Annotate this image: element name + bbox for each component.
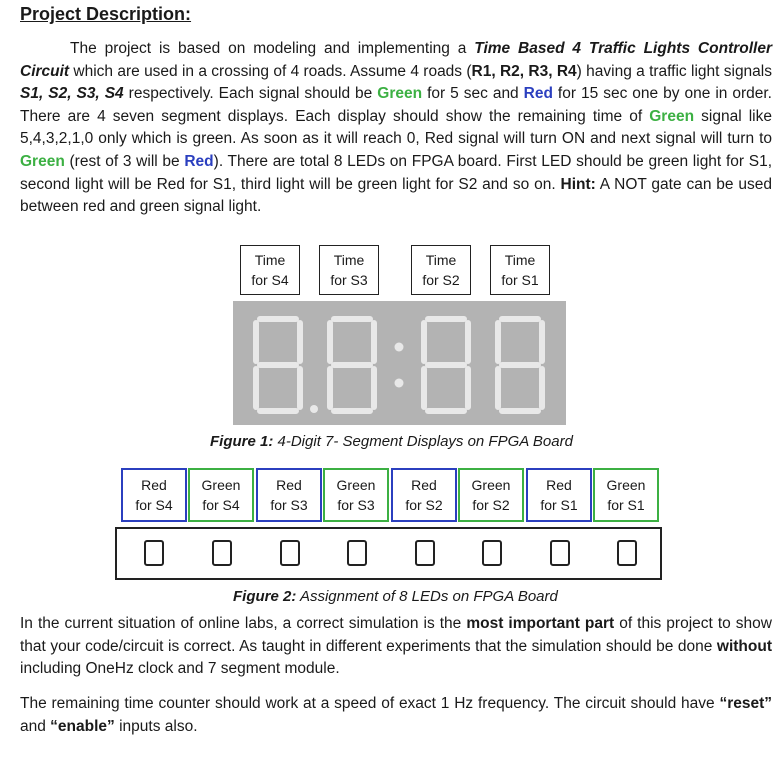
- led-2: [212, 540, 232, 566]
- text-run: which are used in a crossing of 4 roads. Assume 4 roads (: [69, 62, 472, 80]
- page-title: Project Description:: [20, 4, 192, 24]
- enable-input-label: “enable”: [50, 717, 115, 735]
- figure-text: Assignment of 8 LEDs on FPGA Board: [296, 588, 558, 605]
- led-label-color: Green: [471, 477, 511, 493]
- led-label-color: Red: [141, 477, 167, 493]
- seven-segment-display: [233, 301, 566, 425]
- time-box-signal: for S3: [330, 272, 368, 288]
- decimal-point: [310, 405, 318, 413]
- emphasis-text: most important part: [466, 615, 615, 632]
- text-run: respectively. Each signal should be: [123, 85, 378, 103]
- seven-segment-digits: [233, 301, 566, 425]
- text-run: for 5 sec and: [422, 85, 524, 103]
- text-run: In the current situation of online labs, a correct simulation is the: [20, 615, 467, 632]
- text-run: for 15 sec one by one in order. There are 4 seven segment displays. Each display should show the remaining time of: [20, 85, 772, 125]
- digit-4: [498, 319, 542, 411]
- led-3: [280, 540, 300, 566]
- led-1: [144, 540, 164, 566]
- text-run: ) having a traffic light signals: [576, 62, 772, 80]
- project-title-emphasis: Time Based 4 Traffic Lights Controller Circuit: [20, 40, 772, 80]
- time-box-label: Time: [333, 252, 365, 268]
- time-box-s2: [411, 245, 471, 295]
- text-run: ). There are total 8 LEDs on FPGA board. First LED should be green light for S1, second light will be Red for S1, third light will be green light for S2 and so on.: [20, 152, 772, 193]
- green-word: Green: [20, 152, 65, 170]
- led-label-green-s1: [593, 468, 659, 522]
- simulation-paragraph: [20, 613, 772, 681]
- led-label-signal: for S1: [540, 497, 578, 513]
- figure-label: Figure 1:: [210, 433, 274, 450]
- signals-list: S1, S2, S3, S4: [20, 85, 124, 103]
- time-box-signal: for S2: [422, 272, 460, 288]
- led-label-signal: for S1: [607, 497, 645, 513]
- time-box-signal: for S4: [251, 272, 289, 288]
- led-label-color: Green: [201, 477, 241, 493]
- text-run: inputs also.: [114, 717, 198, 735]
- led-label-signal: for S3: [337, 497, 375, 513]
- time-box-s3: [319, 245, 379, 295]
- led-label-signal: for S2: [405, 497, 443, 513]
- led-label-signal: for S3: [270, 497, 308, 513]
- red-word: Red: [184, 152, 214, 170]
- led-label-red-s2: [391, 468, 457, 522]
- figure-label: Figure 2:: [233, 588, 297, 605]
- led-label-red-s4: [121, 468, 187, 522]
- emphasis-text: without: [716, 637, 772, 655]
- led-label-color: Red: [276, 477, 302, 493]
- figure-1-caption: [210, 433, 573, 450]
- led-label-color: Green: [336, 477, 376, 493]
- led-label-signal: for S4: [202, 497, 240, 513]
- green-word: Green: [377, 85, 423, 103]
- led-label-color: Green: [606, 477, 646, 493]
- text-run: signal like 5,4,3,2,1,0 only which is green. As soon as it will reach 0, Red signal will turn ON and next signal will turn to: [20, 107, 772, 148]
- figure-2-caption: [233, 588, 558, 605]
- led-8: [617, 540, 637, 566]
- digit-1: [256, 319, 300, 411]
- text-run: of this project to show that your code/circuit is correct. As taught in different experiments that the simulation should be done: [20, 615, 772, 655]
- led-label-color: Red: [411, 477, 437, 493]
- led-6: [482, 540, 502, 566]
- led-7: [550, 540, 570, 566]
- colon-dot-top: [395, 343, 404, 352]
- colon-dot-bottom: [395, 379, 404, 388]
- text-run: The project is based on modeling and implementing a: [70, 40, 475, 57]
- time-box-s1: [490, 245, 550, 295]
- project-description-paragraph: [20, 38, 772, 219]
- text-run: The remaining time counter should work at a speed of exact 1 Hz frequency. The circuit should have: [20, 695, 720, 712]
- green-word: Green: [649, 107, 695, 125]
- hint-label: Hint:: [560, 175, 596, 193]
- led-label-green-s3: [323, 468, 389, 522]
- time-box-label: Time: [425, 252, 457, 268]
- led-label-green-s4: [188, 468, 254, 522]
- red-word: Red: [523, 85, 553, 103]
- roads-list: R1, R2, R3, R4: [471, 62, 577, 80]
- time-box-label: Time: [504, 252, 536, 268]
- figure-text: 4-Digit 7- Segment Displays on FPGA Board: [273, 433, 573, 450]
- counter-paragraph: [20, 693, 772, 738]
- led-label-signal: for S4: [135, 497, 173, 513]
- led-label-color: Red: [546, 477, 572, 493]
- led-label-signal: for S2: [472, 497, 510, 513]
- time-box-s4: [240, 245, 300, 295]
- text-run: and: [20, 717, 51, 735]
- text-run: (rest of 3 will be: [64, 152, 185, 170]
- text-run: including OneHz clock and 7 segment module.: [20, 660, 340, 678]
- led-4: [347, 540, 367, 566]
- led-bar: [115, 527, 662, 580]
- led-5: [415, 540, 435, 566]
- time-box-label: Time: [254, 252, 286, 268]
- led-label-red-s1: [526, 468, 592, 522]
- time-box-signal: for S1: [501, 272, 539, 288]
- digit-3: [424, 319, 468, 411]
- digit-2: [330, 319, 374, 411]
- text-run: A NOT gate can be used between red and green signal light.: [20, 175, 772, 216]
- led-label-green-s2: [458, 468, 524, 522]
- led-label-red-s3: [256, 468, 322, 522]
- reset-input-label: “reset”: [719, 695, 772, 712]
